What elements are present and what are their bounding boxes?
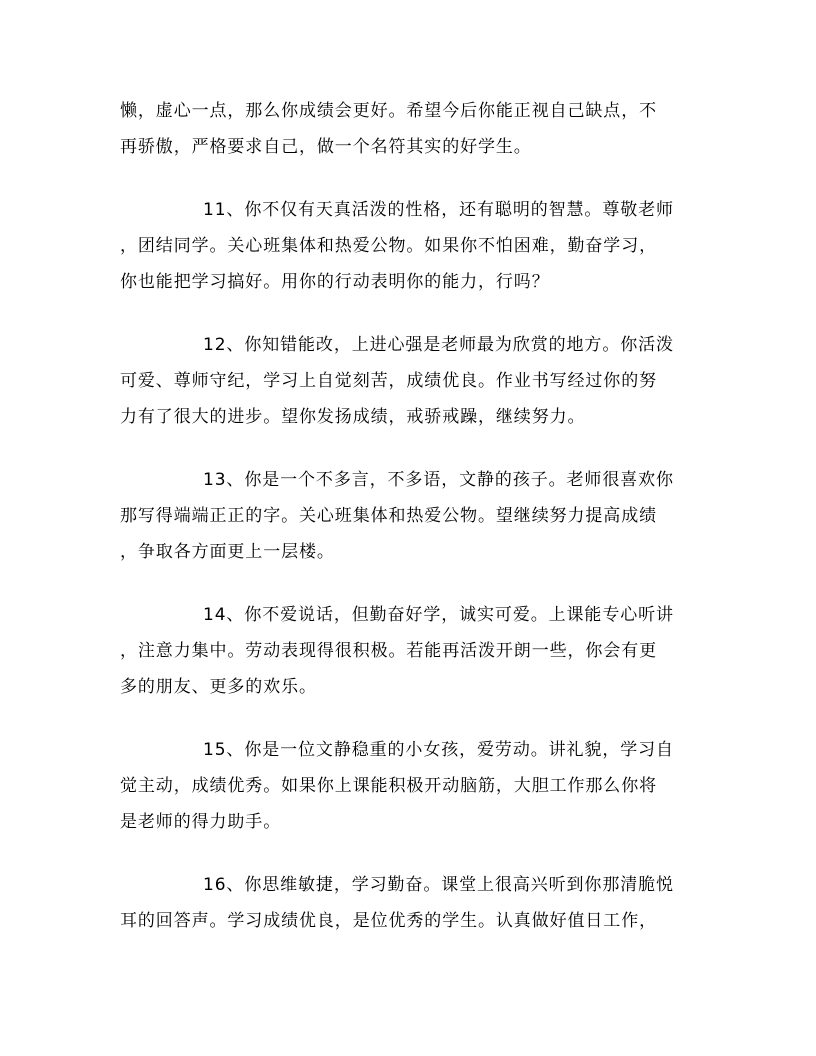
text-line: 多的朋友、更多的欢乐。 bbox=[120, 677, 317, 697]
comment-14-first-line: 14、你不爱说话，但勤奋好学，诚实可爱。上课能专心听讲 bbox=[203, 605, 674, 625]
text-line: 觉主动，成绩优秀。如果你上课能积极开动脑筋，大胆工作那么你将 bbox=[120, 776, 657, 796]
text-line: 耳的回答声。学习成绩优良，是位优秀的学生。认真做好值日工作， bbox=[120, 911, 657, 931]
text-line: 力有了很大的进步。望你发扬成绩，戒骄戒躁，继续努力。 bbox=[120, 407, 586, 427]
text-line: 那写得端端正正的字。关心班集体和热爱公物。望继续努力提高成绩 bbox=[120, 506, 657, 526]
comment-15-first-line: 15、你是一位文静稳重的小女孩，爱劳动。讲礼貌，学习自 bbox=[203, 740, 674, 760]
text-line: 可爱、尊师守纪，学习上自觉刻苦，成绩优良。作业书写经过你的努 bbox=[120, 371, 657, 391]
comment-12-first-line: 12、你知错能改，上进心强是老师最为欣赏的地方。你活泼 bbox=[203, 335, 674, 355]
text-line: ，团结同学。关心班集体和热爱公物。如果你不怕困难，勤奋学习， bbox=[120, 236, 657, 256]
text-line: 懒，虚心一点，那么你成绩会更好。希望今后你能正视自己缺点，不 bbox=[120, 101, 657, 121]
comment-16-first-line: 16、你思维敏捷，学习勤奋。课堂上很高兴听到你那清脆悦 bbox=[203, 875, 674, 895]
text-line: ，注意力集中。劳动表现得很积极。若能再活泼开朗一些，你会有更 bbox=[120, 641, 657, 661]
text-line: 你也能把学习搞好。用你的行动表明你的能力，行吗？ bbox=[120, 272, 550, 292]
text-line: ，争取各方面更上一层楼。 bbox=[120, 542, 335, 562]
text-line: 是老师的得力助手。 bbox=[120, 812, 282, 832]
comment-13-first-line: 13、你是一个不多言，不多语，文静的孩子。老师很喜欢你 bbox=[203, 470, 674, 490]
comment-11-first-line: 11、你不仅有天真活泼的性格，还有聪明的智慧。尊敬老师 bbox=[203, 200, 674, 220]
text-line: 再骄傲，严格要求自己，做一个名符其实的好学生。 bbox=[120, 137, 532, 157]
